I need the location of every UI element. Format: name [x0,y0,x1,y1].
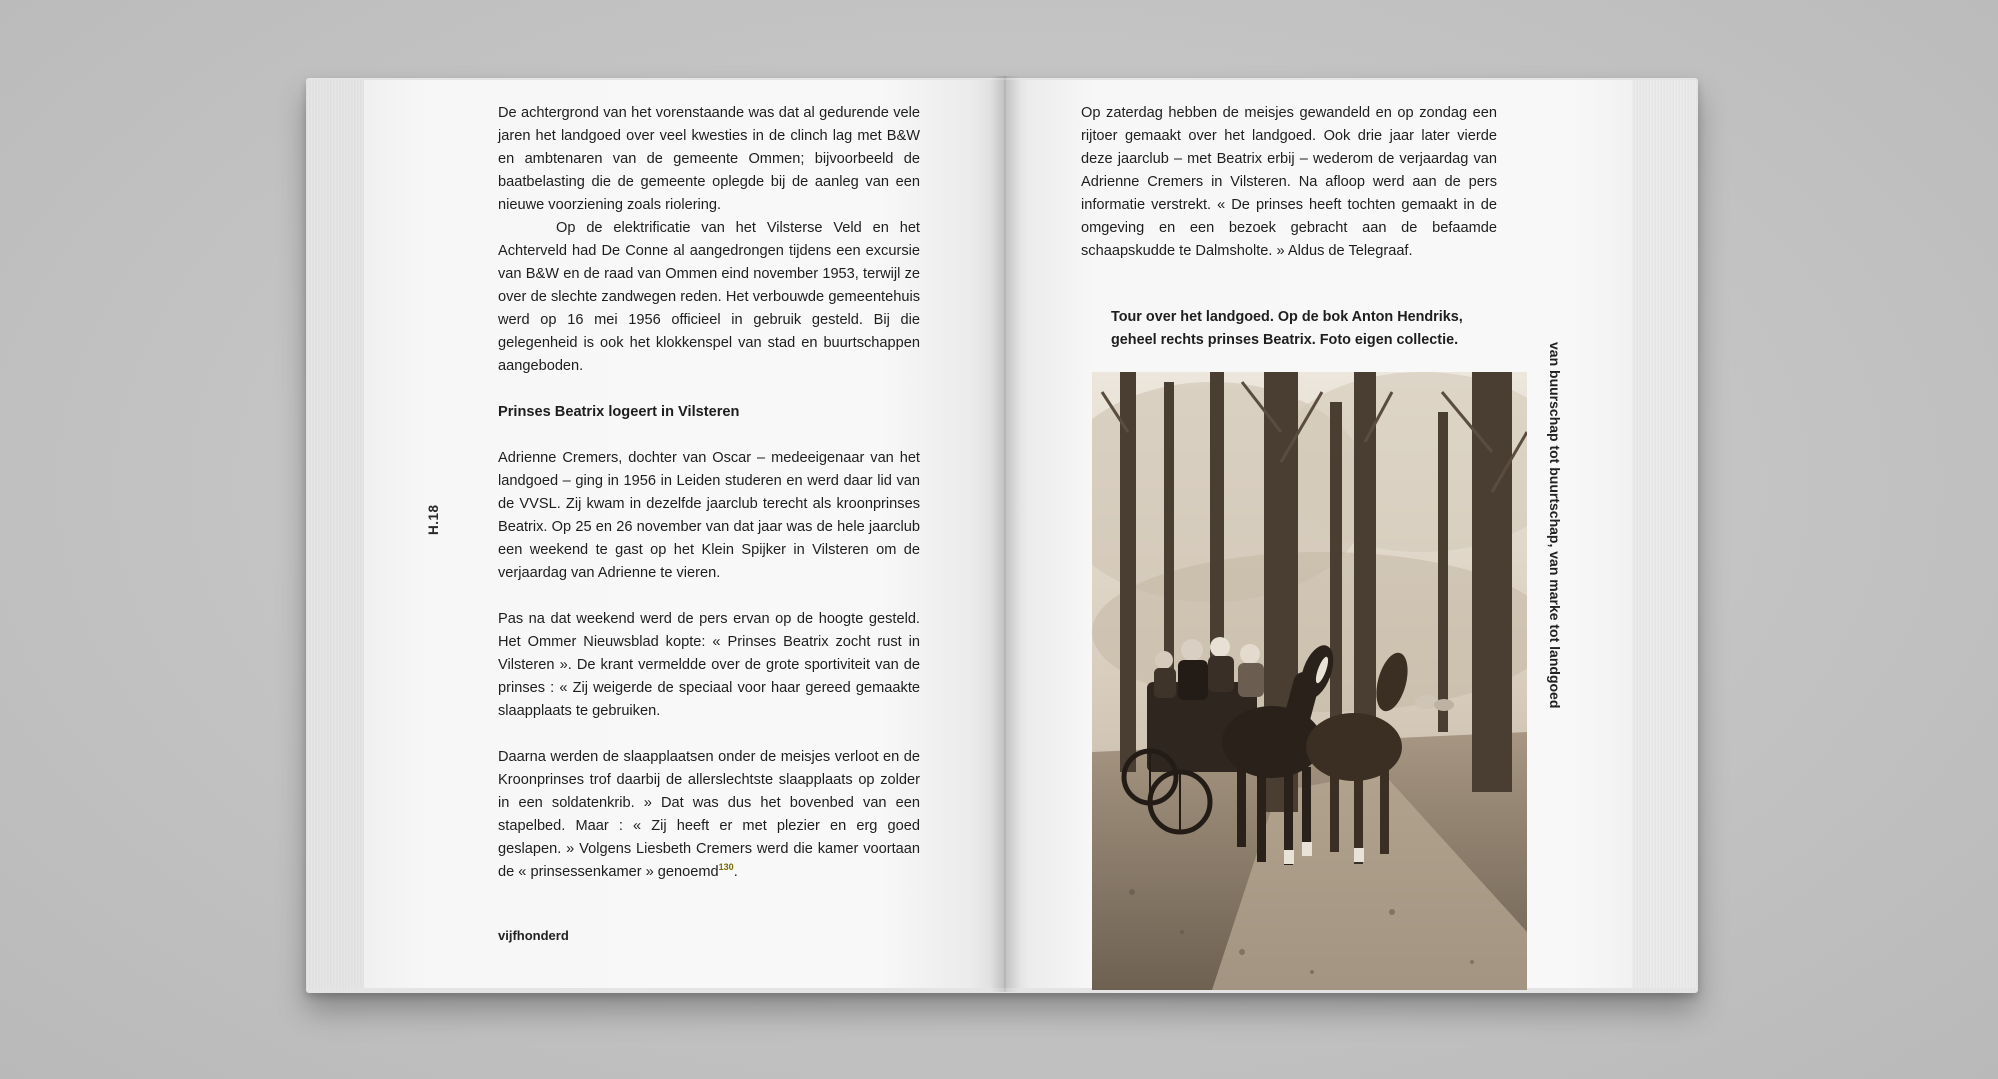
horse-carriage-photo [1092,372,1527,990]
section-heading: Prinses Beatrix logeert in Vilsteren [498,404,740,420]
right-page-text [1081,102,1497,263]
chapter-label: H.18 [426,504,441,535]
paragraph-text: Daarna werden de slaapplaatsen onder de meisjes verloot en de Kroonprinses trof daarbij de allerslechtste slaapplaats op zolder in een soldatenkrib. » Dat was dus het bovenbed van een stapelbed. Maar : « Zij heeft er met plezier en erg goed geslapen. » Volgens Liesbeth Cremers werd die kamer voortaan de « prinsessenkamer » genoemd [498,749,920,880]
page-folio: vijfhonderd [498,928,569,943]
footnote-reference[interactable]: 130 [718,862,734,873]
running-title: van buurschap tot buurtschap, van marke tot landgoed [1547,342,1563,709]
paragraph: Op zaterdag hebben de meisjes gewandeld en op zondag een rijtoer gemaakt over het landgoed. Ook drie jaar later vierde deze jaarclub – met Beatrix erbij – wederom de verjaardag van Adrienne Cremers in Vilsteren. Na afloop werd aan de pers informatie verstrekt. « De prinses heeft tochten gemaakt in de omgeving en een bezoek gebracht aan de befaamde schaapskudde te Dalmsholte. » Aldus de Telegraaf. [1081,105,1497,259]
page-block-right-edge [1632,80,1696,988]
left-page-text [498,102,920,884]
paragraph: Op de elektrificatie van het Vilsterse Veld en het Achterveld had De Conne al aangedrongen tijdens een excursie van B&W en de raad van Ommen eind november 1953, terwijl ze over de slechte zandwegen reden. Het verbouwde gemeentehuis werd op 16 mei 1956 officieel in gebruik gesteld. Bij die gelegenheid is ook het klokkenspel van stad en buurtschappen aangeboden. [498,220,920,374]
page-block-left-edge [306,80,366,988]
photo-caption: Tour over het landgoed. Op de bok Anton Hendriks, geheel rechts prinses Beatrix. Foto eigen collectie. [1111,309,1463,348]
paragraph: De achtergrond van het vorenstaande was dat al gedurende vele jaren het landgoed over veel kwesties in de clinch lag met B&W en ambtenaren van de gemeente Ommen; bijvoorbeeld de baatbelasting die de gemeente oplegde bij de aanleg van een nieuwe voorziening zoals riolering. [498,105,920,213]
paragraph: Adrienne Cremers, dochter van Oscar – medeeigenaar van het landgoed – ging in 1956 in Leiden studeren en werd daar lid van de VVSL. Zij kwam in dezelfde jaarclub terecht als kroonprinses Beatrix. Op 25 en 26 november van dat jaar was de hele jaarclub een weekend te gast op het Klein Spijker in Vilsteren om de verjaardag van Adrienne te vieren. [498,450,920,581]
photo-illustration [1092,372,1527,990]
book-gutter [990,76,1020,992]
paragraph-end: . [733,864,738,880]
paragraph: Pas na dat weekend werd de pers ervan op de hoogte gesteld. Het Ommer Nieuwsblad kopte: « Prinses Beatrix zocht rust in Vilsteren ». De krant vermeldde over de grote sportiviteit van de prinses : « Zij weigerde de speciaal voor haar gereed gemaakte slaapplaats te gebruiken. [498,611,920,719]
paragraph [498,746,920,884]
